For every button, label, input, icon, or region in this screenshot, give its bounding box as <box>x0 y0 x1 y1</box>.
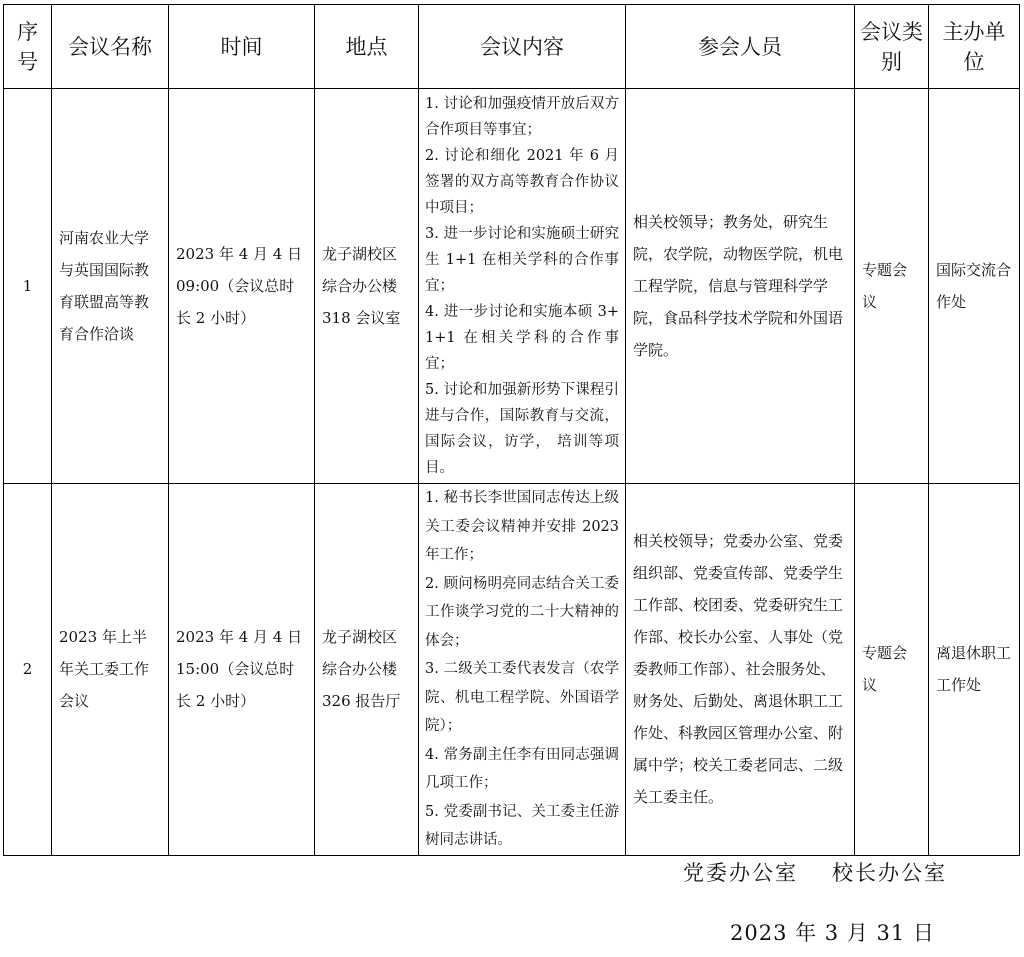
header-category: 会议类别 <box>855 5 929 89</box>
cell-host: 国际交流合作处 <box>929 89 1020 484</box>
table-row <box>4 484 1020 856</box>
header-content: 会议内容 <box>419 5 626 89</box>
issue-date: 2023 年 3 月 31 日 <box>730 921 935 945</box>
content-item: 5. 党委副书记、关工委主任游树同志讲话。 <box>425 803 619 848</box>
content-item: 1. 秘书长李世国同志传达上级关工委会议精神并安排 2023 年工作； <box>425 490 619 563</box>
content-item: 5. 讨论和加强新形势下课程引进与合作，国际教育与交流，国际会议，访学， 培训等项目。 <box>425 382 619 476</box>
cell-location: 龙子湖校区综合办公楼 318 会议室 <box>315 89 419 484</box>
cell-category: 专题会议 <box>855 484 929 856</box>
cell-seq: 1 <box>4 89 52 484</box>
cell-meeting-name: 河南农业大学与英国国际教育联盟高等教育合作洽谈 <box>52 89 169 484</box>
cell-time: 2023 年 4 月 4 日 09:00（会议总时长 2 小时） <box>169 89 315 484</box>
table-header-row <box>4 5 1020 89</box>
header-host: 主办单位 <box>929 5 1020 89</box>
header-attendees: 参会人员 <box>626 5 855 89</box>
content-item: 1. 讨论和加强疫情开放后双方合作项目等事宜； <box>425 96 619 138</box>
cell-attendees: 相关校领导；教务处，研究生院，农学院，动物医学院，机电工程学院，信息与管理科学学院，食品科学技术学院和外国语学院。 <box>626 89 855 484</box>
meeting-schedule-table <box>3 4 1020 856</box>
cell-category: 专题会议 <box>855 89 929 484</box>
content-item: 3. 二级关工委代表发言（农学院、机电工程学院、外国语学院）； <box>425 661 619 734</box>
content-item: 4. 常务副主任李有田同志强调几项工作； <box>425 746 619 791</box>
header-time: 时间 <box>169 5 315 89</box>
header-meeting-name: 会议名称 <box>52 5 169 89</box>
header-location: 地点 <box>315 5 419 89</box>
content-item: 4. 进一步讨论和实施本硕 3+1+1 在相关学科的合作事宜； <box>425 304 619 372</box>
cell-content <box>419 89 626 484</box>
issuing-office-party: 党委办公室 <box>683 861 798 885</box>
cell-attendees: 相关校领导；党委办公室、党委组织部、党委宣传部、党委学生工作部、校团委、党委研究生工作部、校长办公室、人事处（党委教师工作部）、社会服务处、财务处、后勤处、离退休职工工作处、科教园区管理办公室、附属中学；校关工委老同志、二级关工委主任。 <box>626 484 855 856</box>
content-item: 3. 进一步讨论和实施硕士研究生 1+1 在相关学科的合作事宜； <box>425 226 619 294</box>
content-item: 2. 讨论和细化 2021 年 6 月签署的双方高等教育合作协议中项目； <box>425 148 619 216</box>
cell-meeting-name: 2023 年上半年关工委工作会议 <box>52 484 169 856</box>
content-item: 2. 顾问杨明亮同志结合关工委工作谈学习党的二十大精神的体会； <box>425 575 619 649</box>
cell-seq: 2 <box>4 484 52 856</box>
cell-host: 离退休职工工作处 <box>929 484 1020 856</box>
issuing-offices <box>683 858 947 888</box>
issuing-office-president: 校长办公室 <box>832 861 947 885</box>
cell-location: 龙子湖校区综合办公楼 326 报告厅 <box>315 484 419 856</box>
cell-time: 2023 年 4 月 4 日 15:00（会议总时长 2 小时） <box>169 484 315 856</box>
header-seq: 序号 <box>4 5 52 89</box>
cell-content <box>419 484 626 856</box>
table-row <box>4 89 1020 484</box>
